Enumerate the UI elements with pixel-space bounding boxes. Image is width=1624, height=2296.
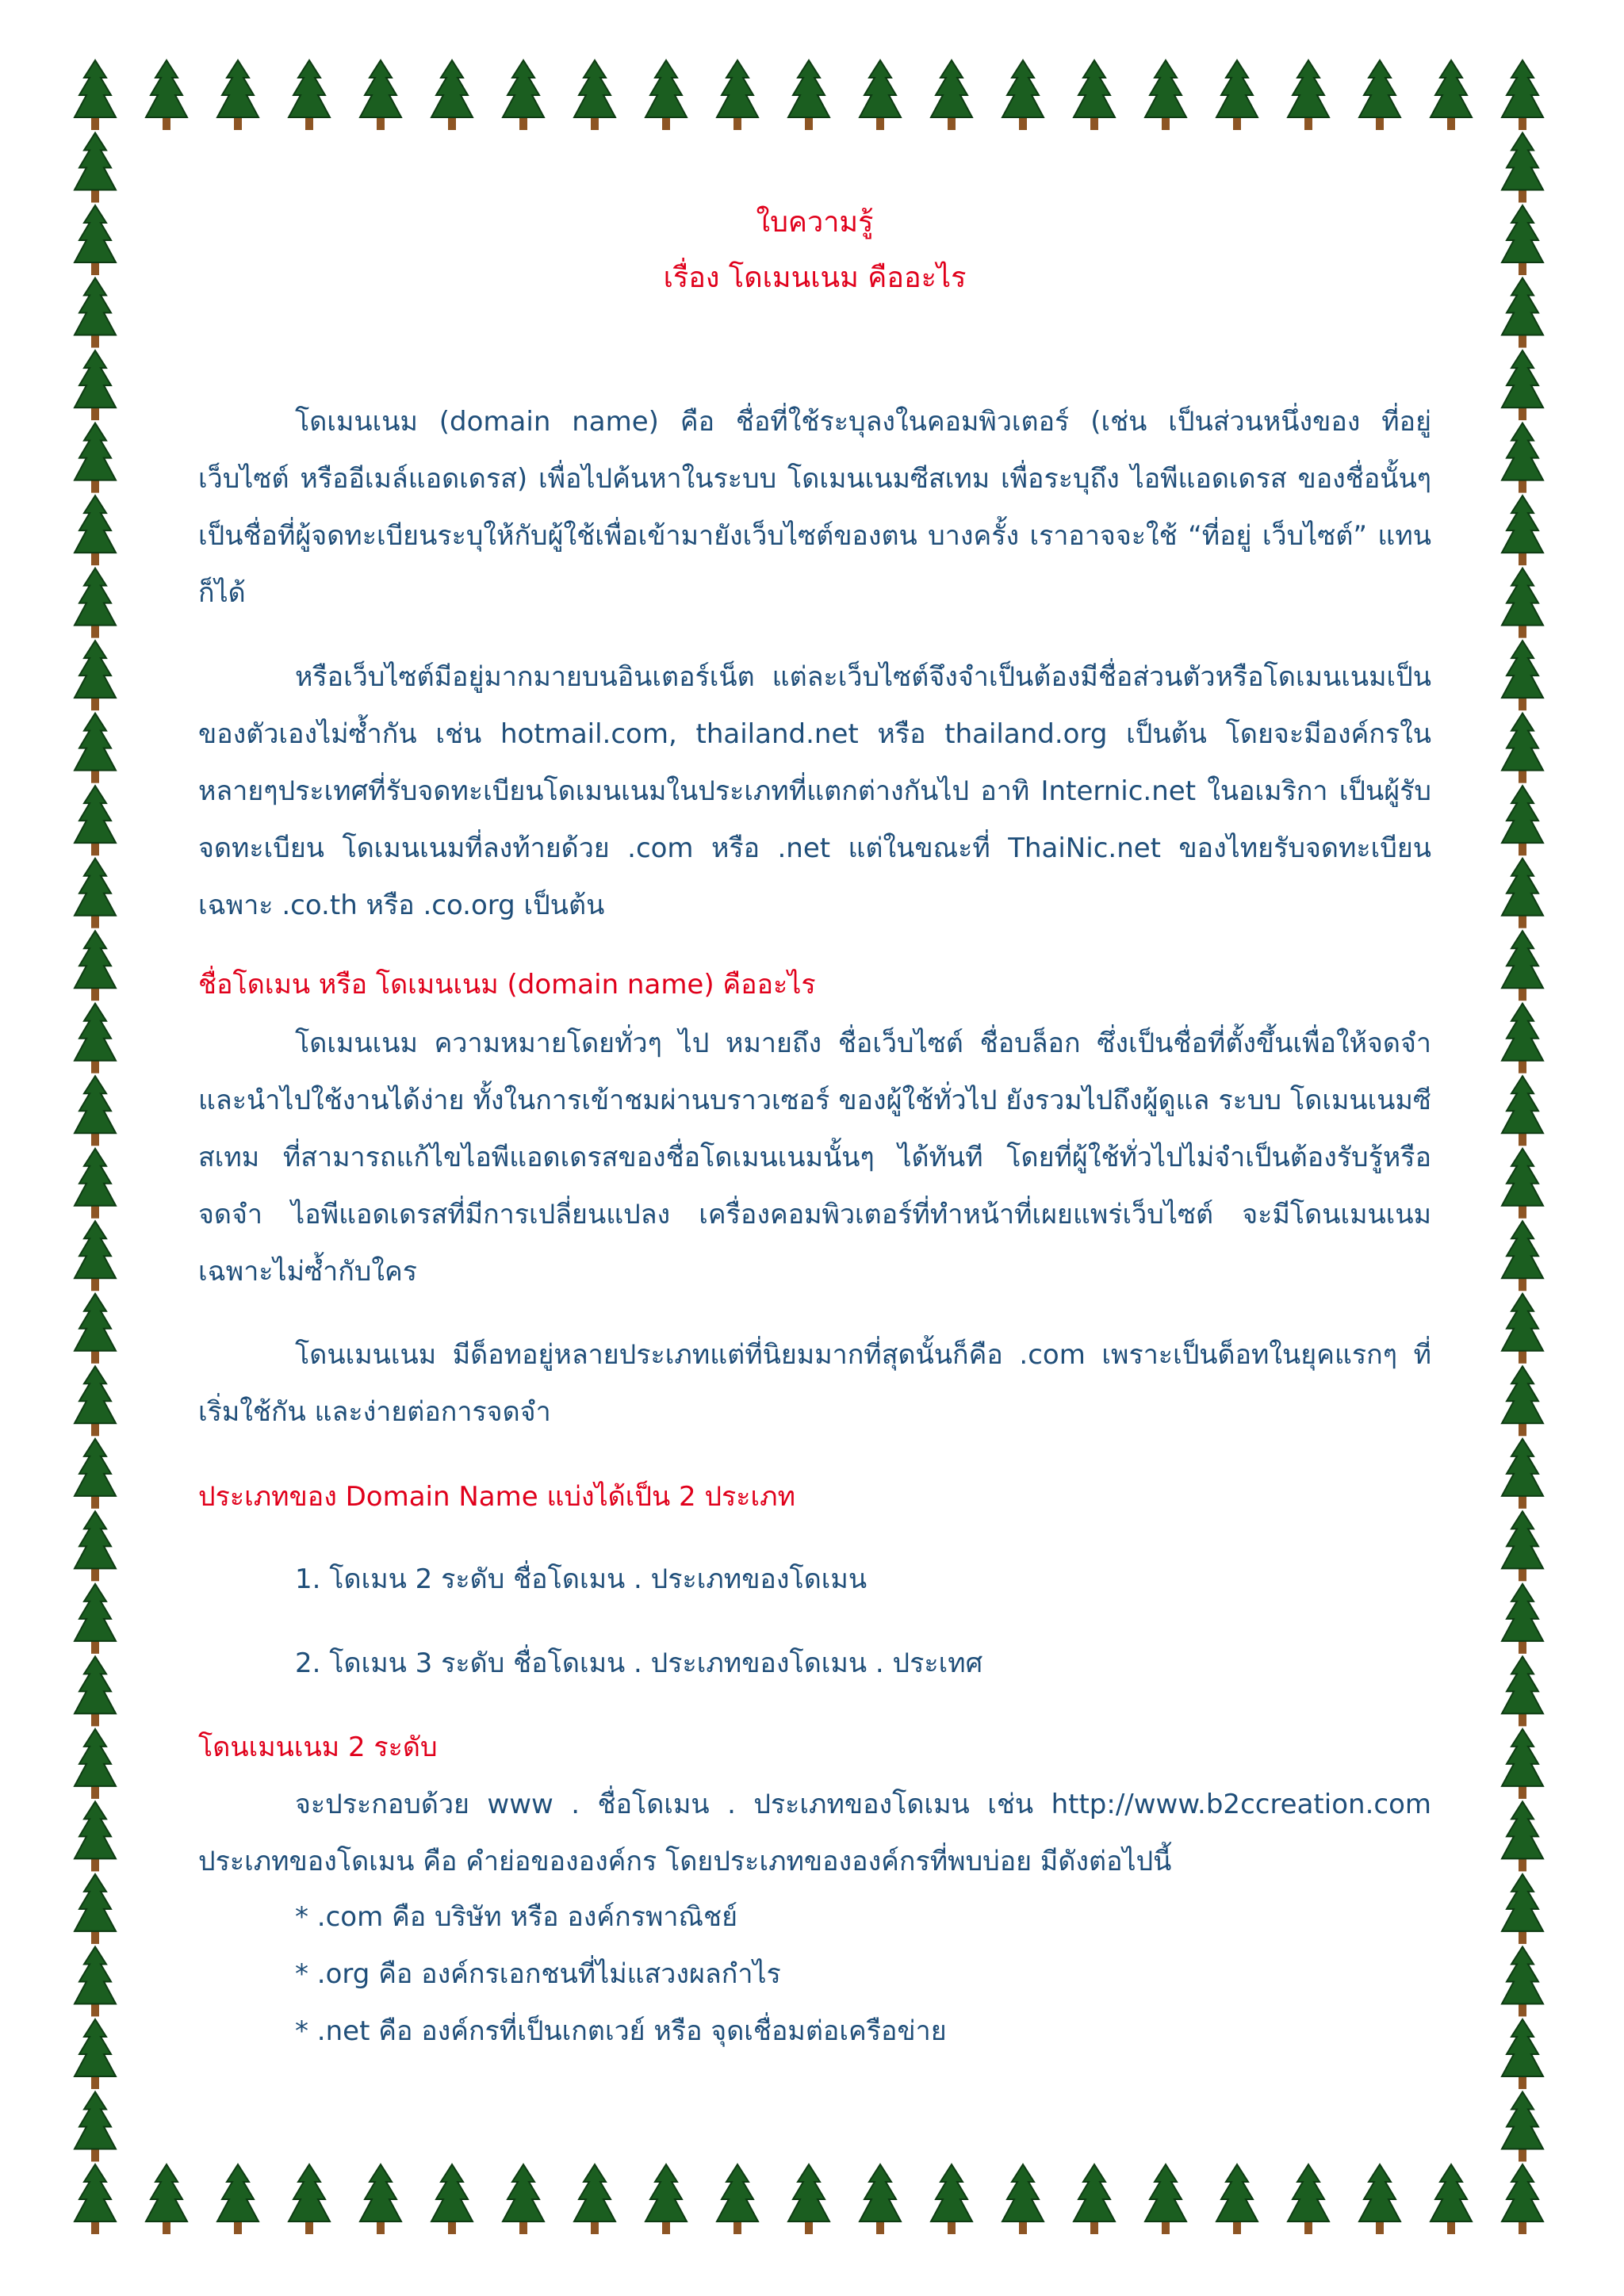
pine-tree-icon bbox=[75, 1004, 116, 1073]
paragraph-intro: โดเมนเนม (domain name) คือ ชื่อที่ใช้ระบุลงในคอมพิวเตอร์ (เช่น เป็นส่วนหนึ่งของ ที่อยู่ เว็บไซต์ หรืออีเมล์แอดเดรส) เพื่อไปค้นหาในระบบ โดเมนเนมซีสเทม เพื่อระบุถึง ไอพีแอดเดรส ของชื่อนั้นๆ เป็นชื่อที่ผู้จดทะเบียนระบุให้กับผู้ใช้เพื่อเข้ามายังเว็บไซต์ของตน บางครั้ง เราอาจจะใช้ “ที่อยู่ เว็บไซต์” แทนก็ได้ bbox=[198, 406, 1431, 609]
pine-tree-icon bbox=[75, 714, 116, 783]
pine-tree-icon bbox=[1502, 1656, 1543, 1726]
pine-tree-icon bbox=[931, 60, 972, 130]
pine-tree-icon bbox=[1502, 2019, 1543, 2089]
pine-tree-icon bbox=[1502, 1366, 1543, 1436]
paragraph-dot-types: โดนเมนเนม มีด็อทอยู่หลายประเภทแต่ที่นิยมมากที่สุดนั้นก็คือ .com เพราะเป็นด็อทในยุคแรกๆ ที่เริ่มใช้กัน และง่ายต่อการจดจำ bbox=[198, 1339, 1431, 1428]
pine-tree-icon bbox=[75, 1946, 116, 2016]
pine-tree-icon bbox=[75, 496, 116, 565]
pine-tree-icon bbox=[75, 2091, 116, 2161]
list-item: * .org คือ องค์กรเอกชนที่ไม่แสวงผลกำไร bbox=[295, 1958, 781, 1990]
pine-tree-icon bbox=[1502, 423, 1543, 493]
pine-tree-icon bbox=[75, 2019, 116, 2089]
pine-tree-icon bbox=[788, 2164, 829, 2234]
pine-tree-icon bbox=[503, 60, 544, 130]
pine-tree-icon bbox=[1502, 1439, 1543, 1509]
pine-tree-icon bbox=[75, 1076, 116, 1146]
pine-tree-icon bbox=[1502, 1801, 1543, 1871]
pine-tree-icon bbox=[1502, 931, 1543, 1001]
pine-tree-icon bbox=[1502, 2091, 1543, 2161]
pine-tree-icon bbox=[1502, 1729, 1543, 1799]
pine-tree-icon bbox=[574, 60, 615, 130]
pine-tree-icon bbox=[75, 1511, 116, 1581]
pine-tree-icon bbox=[75, 1656, 116, 1726]
pine-tree-icon bbox=[717, 60, 758, 130]
pine-tree-icon bbox=[1145, 2164, 1186, 2234]
pine-tree-icon bbox=[1502, 1584, 1543, 1654]
page-subtitle: เรื่อง โดเมนเนม คืออะไร bbox=[663, 262, 967, 294]
pine-tree-icon bbox=[1502, 641, 1543, 710]
pine-tree-icon bbox=[1502, 1511, 1543, 1581]
pine-tree-icon bbox=[75, 278, 116, 348]
pine-tree-icon bbox=[574, 2164, 615, 2234]
pine-tree-icon bbox=[860, 60, 901, 130]
pine-tree-icon bbox=[1502, 714, 1543, 783]
pine-tree-icon bbox=[75, 1584, 116, 1654]
page-title: ใบความรู้ bbox=[756, 206, 874, 239]
pine-tree-icon bbox=[503, 2164, 544, 2234]
pine-tree-icon bbox=[1502, 205, 1543, 275]
pine-tree-icon bbox=[217, 60, 259, 130]
pine-tree-icon bbox=[645, 2164, 687, 2234]
pine-tree-icon bbox=[75, 859, 116, 928]
pine-tree-icon bbox=[1502, 496, 1543, 565]
pine-tree-icon bbox=[1502, 1874, 1543, 1944]
pine-tree-icon bbox=[788, 60, 829, 130]
list-item: * .com คือ บริษัท หรือ องค์กรพาณิชย์ bbox=[295, 1901, 738, 1933]
pine-tree-icon bbox=[75, 1366, 116, 1436]
pine-tree-icon bbox=[645, 60, 687, 130]
pine-tree-icon bbox=[717, 2164, 758, 2234]
pine-tree-icon bbox=[146, 2164, 187, 2234]
pine-tree-icon bbox=[75, 423, 116, 493]
pine-tree-icon bbox=[431, 2164, 473, 2234]
pine-tree-icon bbox=[289, 2164, 330, 2234]
pine-tree-icon bbox=[360, 60, 401, 130]
pine-tree-icon bbox=[1502, 1149, 1543, 1219]
pine-tree-icon bbox=[1502, 1076, 1543, 1146]
pine-tree-icon bbox=[1145, 60, 1186, 130]
list-item: 2. โดเมน 3 ระดับ ชื่อโดเมน . ประเภทของโดเมน . ประเทศ bbox=[295, 1647, 983, 1679]
pine-tree-icon bbox=[1431, 2164, 1472, 2234]
heading-what-is-domain: ชื่อโดเมน หรือ โดเมนเนม (domain name) คืออะไร bbox=[198, 969, 816, 1001]
pine-tree-icon bbox=[75, 568, 116, 638]
pine-tree-icon bbox=[1502, 568, 1543, 638]
list-item: * .net คือ องค์กรที่เป็นเกตเวย์ หรือ จุดเชื่อมต่อเครือข่าย bbox=[295, 2015, 947, 2047]
pine-tree-icon bbox=[146, 60, 187, 130]
pine-tree-icon bbox=[1502, 60, 1543, 130]
list-item: 1. โดเมน 2 ระดับ ชื่อโดเมน . ประเภทของโดเมน bbox=[295, 1563, 868, 1595]
pine-tree-icon bbox=[75, 786, 116, 855]
pine-tree-icon bbox=[1002, 60, 1044, 130]
heading-two-level: โดนเมนเนม 2 ระดับ bbox=[198, 1732, 438, 1763]
pine-tree-icon bbox=[1502, 1294, 1543, 1364]
pine-tree-icon bbox=[431, 60, 473, 130]
pine-tree-icon bbox=[1502, 1221, 1543, 1291]
pine-tree-icon bbox=[75, 205, 116, 275]
pine-tree-icon bbox=[75, 931, 116, 1001]
pine-tree-icon bbox=[75, 133, 116, 203]
pine-tree-icon bbox=[1074, 60, 1115, 130]
pine-tree-icon bbox=[75, 60, 116, 130]
pine-tree-icon bbox=[1502, 786, 1543, 855]
paragraph-two-level: จะประกอบด้วย www . ชื่อโดเมน . ประเภทของโดเมน เช่น http://www.b2ccreation.com ประเภทของโดเมน คือ คำย่อขององค์กร โดยประเภทขององค์กรที่พบบ่อย มีดังต่อไปนี้ bbox=[198, 1789, 1431, 1877]
pine-tree-icon bbox=[931, 2164, 972, 2234]
pine-tree-icon bbox=[75, 350, 116, 420]
pine-tree-icon bbox=[1502, 859, 1543, 928]
pine-tree-icon bbox=[217, 2164, 259, 2234]
pine-tree-icon bbox=[1502, 2164, 1543, 2234]
pine-tree-icon bbox=[289, 60, 330, 130]
pine-tree-icon bbox=[860, 2164, 901, 2234]
pine-tree-icon bbox=[1431, 60, 1472, 130]
pine-tree-icon bbox=[1502, 278, 1543, 348]
pine-tree-icon bbox=[1359, 2164, 1400, 2234]
pine-tree-icon bbox=[1359, 60, 1400, 130]
pine-tree-icon bbox=[75, 1149, 116, 1219]
pine-tree-icon bbox=[1502, 1004, 1543, 1073]
pine-tree-icon bbox=[1502, 350, 1543, 420]
pine-tree-icon bbox=[75, 2164, 116, 2234]
pine-tree-icon bbox=[1216, 60, 1258, 130]
pine-tree-icon bbox=[75, 1294, 116, 1364]
pine-tree-icon bbox=[75, 1729, 116, 1799]
pine-tree-icon bbox=[75, 1221, 116, 1291]
pine-tree-icon bbox=[75, 641, 116, 710]
pine-tree-icon bbox=[1002, 2164, 1044, 2234]
pine-tree-icon bbox=[1288, 2164, 1329, 2234]
pine-tree-icon bbox=[1502, 133, 1543, 203]
pine-tree-icon bbox=[1216, 2164, 1258, 2234]
pine-tree-icon bbox=[75, 1801, 116, 1871]
paragraph-meaning: โดเมนเนม ความหมายโดยทั่วๆ ไป หมายถึง ชื่อเว็บไซต์ ชื่อบล็อก ซึ่งเป็นชื่อที่ตั้งขึ้นเพื่อให้จดจำและนำไปใช้งานได้ง่าย ทั้งในการเข้าชมผ่านบราวเซอร์ ของผู้ใช้ทั่วไป ยังรวมไปถึงผู้ดูแล ระบบ โดเมนเนมซีสเทม ที่สามารถแก้ไขไอพีแอดเดรสของชื่อโดเมนเนมนั้นๆ ได้ทันที โดยที่ผู้ใช้ทั่วไปไม่จำเป็นต้องรับรู้หรือ จดจำ ไอพีแอดเดรสที่มีการเปลี่ยนแปลง เครื่องคอมพิวเตอร์ที่ทำหน้าที่เผยแพร่เว็บไซต์ จะมีโดนเมนเนมเฉพาะไม่ซ้ำกับใคร bbox=[198, 1027, 1431, 1288]
paragraph-websites: หรือเว็บไซต์มีอยู่มากมายบนอินเตอร์เน็ต แต่ละเว็บไซต์จึงจำเป็นต้องมีชื่อส่วนตัวหรือโดเมนเนมเป็นของตัวเองไม่ซ้ำกัน เช่น hotmail.com, thailand.net หรือ thailand.org เป็นต้น โดยจะมีองค์กรในหลายๆประเทศที่รับจดทะเบียนโดเมนเนมในประเภทที่แตกต่างกันไป อาทิ Internic.net ในอเมริกา เป็นผู้รับ จดทะเบียน โดเมนเนมที่ลงท้ายด้วย .com หรือ .net แต่ในขณะที่ ThaiNic.net ของไทยรับจดทะเบียนเฉพาะ .co.th หรือ .co.org เป็นต้น bbox=[198, 661, 1431, 921]
pine-tree-icon bbox=[360, 2164, 401, 2234]
pine-tree-icon bbox=[75, 1874, 116, 1944]
pine-tree-icon bbox=[75, 1439, 116, 1509]
heading-domain-types: ประเภทของ Domain Name แบ่งได้เป็น 2 ประเภท bbox=[198, 1481, 795, 1513]
pine-tree-icon bbox=[1288, 60, 1329, 130]
pine-tree-icon bbox=[1502, 1946, 1543, 2016]
pine-tree-icon bbox=[1074, 2164, 1115, 2234]
